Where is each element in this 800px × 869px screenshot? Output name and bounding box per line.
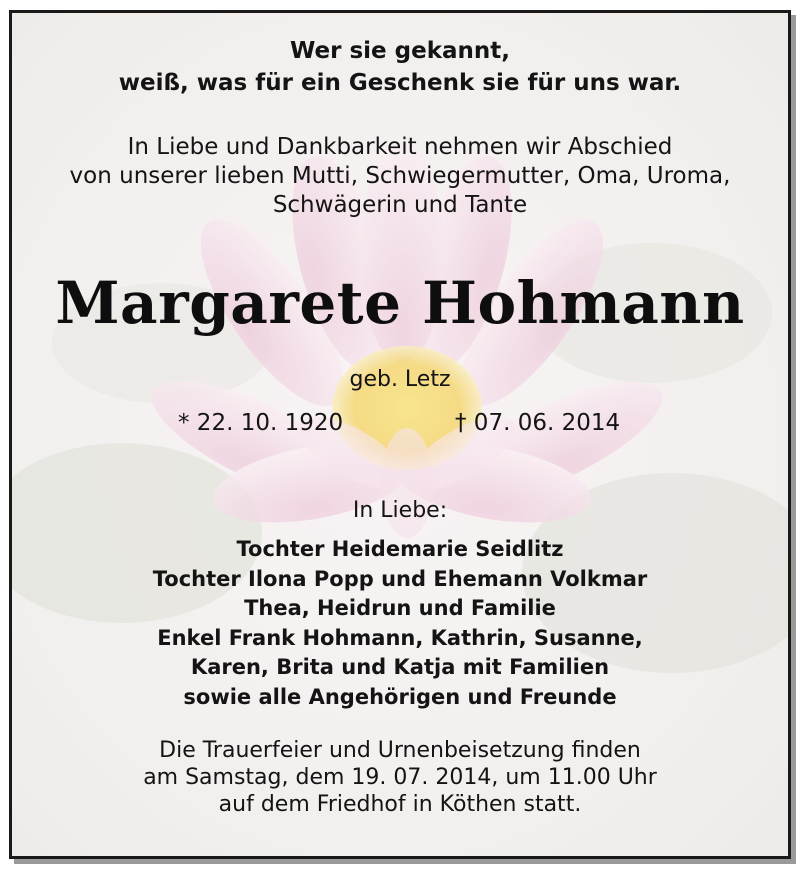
motto-quote (12, 35, 788, 99)
mourners-list (12, 535, 788, 712)
mourner-line: Tochter Ilona Popp und Ehemann Volkmar (152, 566, 648, 591)
deceased-name: Margarete Hohmann (55, 269, 745, 337)
maiden-name: geb. Letz (349, 367, 451, 392)
mourner-line: sowie alle Angehörigen und Freunde (183, 684, 617, 709)
birth-date: * 22. 10. 1920 (178, 410, 344, 436)
motto-line: Wer sie gekannt, (289, 38, 511, 64)
death-date: † 07. 06. 2014 (455, 410, 621, 436)
obituary-card (9, 10, 791, 859)
mourner-line: Thea, Heidrun und Familie (244, 596, 556, 620)
intro-line: von unserer lieben Mutti, Schwiegermutter, Oma, Uroma, (69, 163, 731, 189)
intro-line: Schwägerin und Tante (272, 192, 528, 218)
mourner-line: Tochter Heidemarie Seidlitz (236, 537, 564, 561)
intro-line: In Liebe und Dankbarkeit nehmen wir Abschied (127, 134, 673, 160)
funeral-line: auf dem Friedhof in Köthen statt. (218, 792, 582, 817)
mourner-line: Enkel Frank Hohmann, Kathrin, Susanne, (157, 625, 643, 650)
funeral-info (12, 737, 788, 818)
funeral-line: Die Trauerfeier und Urnenbeisetzung finden (159, 738, 641, 763)
mourner-line: Karen, Brita und Katja mit Familien (190, 655, 610, 679)
motto-line: weiß, was für ein Geschenk sie für uns war. (118, 70, 682, 96)
funeral-line: am Samstag, dem 19. 07. 2014, um 11.00 Uhr (143, 765, 657, 790)
intro-text (12, 133, 788, 220)
in-love-heading: In Liebe: (352, 498, 448, 523)
